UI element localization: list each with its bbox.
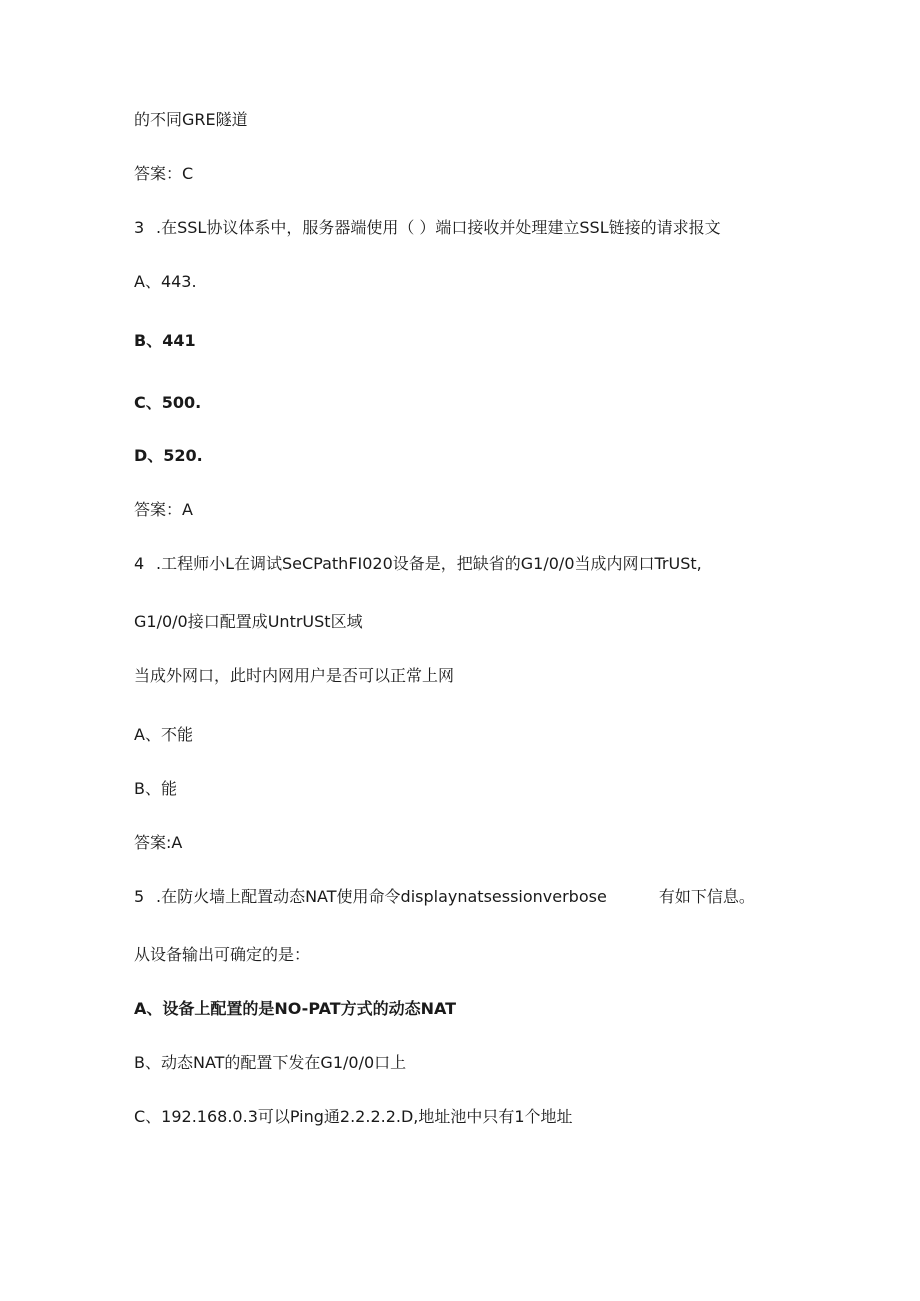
question-number: 3 [134, 218, 145, 237]
question-text-tail: 有如下信息。 [658, 887, 755, 906]
q3-option-d: D、520. [134, 446, 203, 465]
q5-option-b: B、动态NAT的配置下发在G1/0/0口上 [134, 1053, 407, 1072]
q4-option-b: B、能 [134, 779, 177, 798]
q4-answer: 答案:A [134, 833, 183, 852]
question-5 [134, 887, 755, 907]
q3-answer: 答案：A [134, 500, 193, 519]
text-line-continuation: 的不同GRE隧道 [134, 110, 248, 129]
q4-option-a: A、不能 [134, 725, 193, 744]
question-3 [134, 218, 721, 238]
answer-line: 答案：C [134, 164, 194, 183]
q5-line-2: 从设备输出可确定的是： [134, 945, 311, 964]
q4-line-3: 当成外网口，此时内网用户是否可以正常上网 [134, 666, 455, 685]
q5-option-a: A、设备上配置的是NO-PAT方式的动态NAT [134, 999, 457, 1018]
q5-option-c: C、192.168.0.3可以Ping通2.2.2.2.D,地址池中只有1个地址 [134, 1107, 573, 1126]
question-text: .在SSL协议体系中，服务器端使用（ ）端口接收并处理建立SSL链接的请求报文 [156, 218, 721, 237]
question-text: .在防火墙上配置动态NAT使用命令displaynatsessionverbose [156, 887, 607, 906]
q4-line-2: G1/0/0接口配置成UntrUSt区域 [134, 612, 363, 631]
q3-option-a: A、443. [134, 272, 197, 291]
q3-option-c: C、500. [134, 393, 202, 412]
question-4 [134, 554, 702, 574]
q3-option-b: B、441 [134, 331, 196, 350]
question-number: 5 [134, 887, 145, 906]
question-number: 4 [134, 554, 145, 573]
question-text: .工程师小L在调试SeCPathFI020设备是，把缺省的G1/0/0当成内网口TrUSt, [156, 554, 702, 573]
